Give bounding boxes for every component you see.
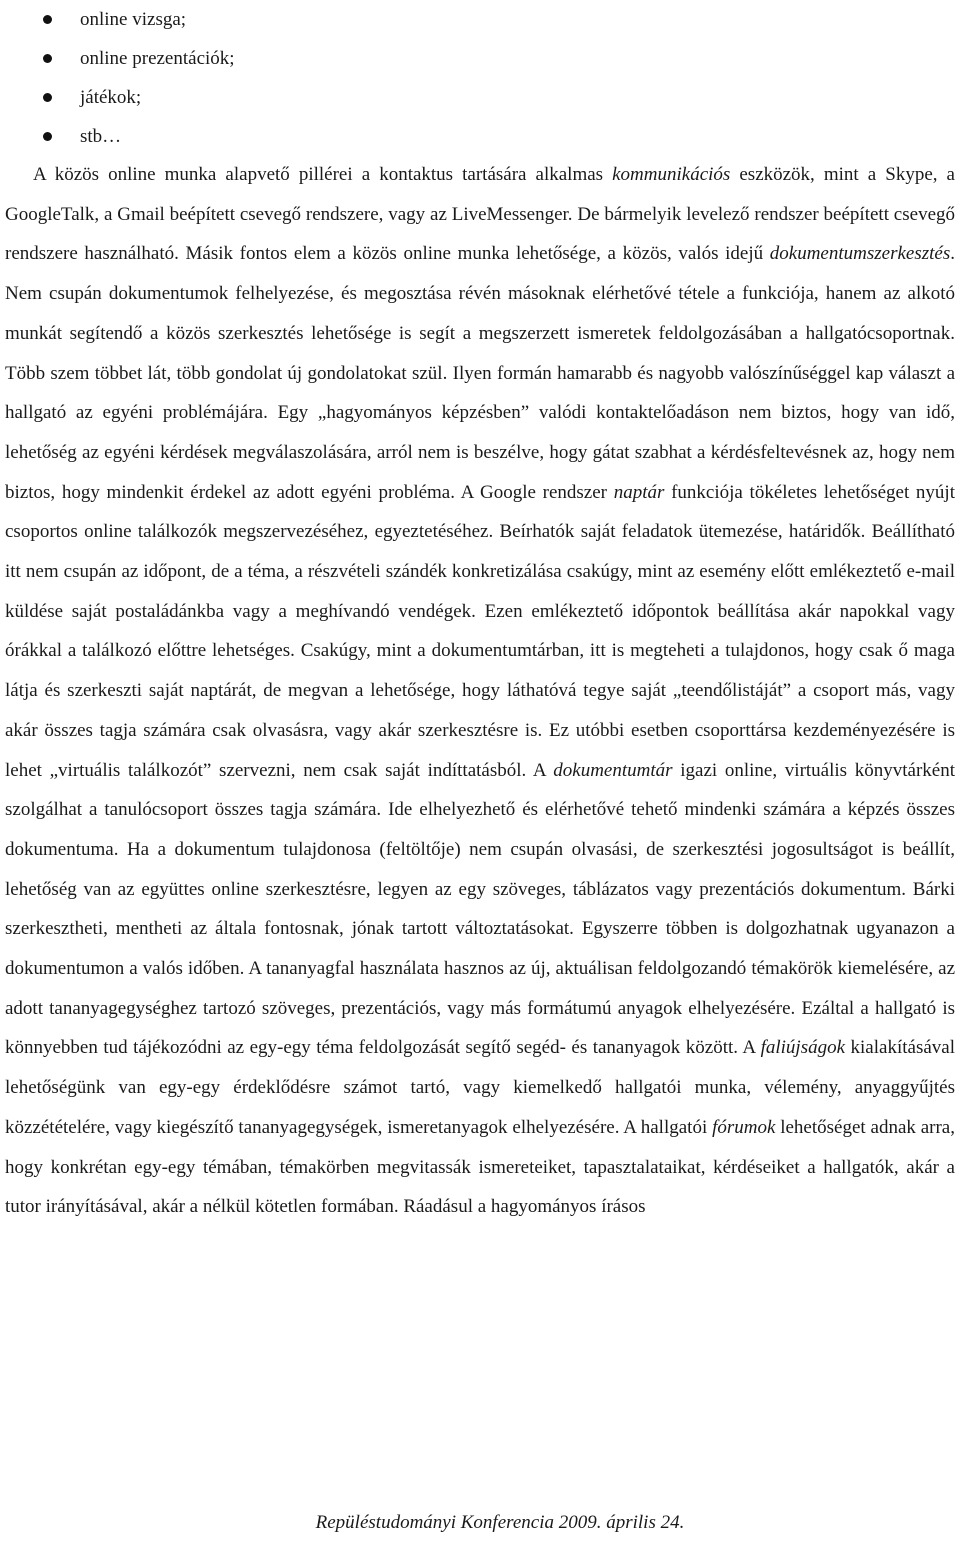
italic-term: faliújságok <box>760 1037 846 1059</box>
bullet-icon <box>43 132 52 141</box>
bullet-icon <box>43 54 52 63</box>
list-item-text: online vizsga; <box>80 9 187 30</box>
text-run: A közös online munka alapvető pillérei a kontaktus tartására alkalmas <box>33 164 613 185</box>
text-run: funkciója tökéletes lehetőséget nyújt csoportos online találkozók megszervezéséhez, egyeztetéséhez. Beírhatók saját feladatok ütemezése, határidők. Beállítható itt nem csupán az időpont, de a téma, a részvételi szándék konkretizálása csakúgy, mint az esemény előtt emlékeztető e-mail küldése saját postaládánkba vagy a meghívandó vendégek. Ezen emlékeztető időpontok beállítása akár napokkal vagy órákkal a találkozó előttre lehetséges. Csakúgy, mint a dokumentumtárban, itt is megteheti a tulajdonos, hogy csak ő maga látja és szerkeszti saját naptárát, de megvan a lehetősége, hogy láthatóvá tegye saját „teendőlistáját” a csoport más, vagy akár összes tagja számára csak olvasásra, vagy akár szerkesztésre is. Ez utóbbi esetben csoporttársa kezdeményezésére is lehet „virtuális találkozót” szervezni, nem csak saját indíttatásból. A <box>5 481 955 781</box>
text-run: lehetőséget adnak arra, hogy konkrétan egy-egy témában, témakörben megvitassák ismereteiket, tapasztalataikat, kérdéseiket a hallgatók, akár a tutor irányításával, akár a nélkül kötetlen formában. Ráadásul a hagyományos írásos <box>5 1116 955 1218</box>
bullet-icon <box>43 93 52 102</box>
bullet-list <box>0 0 960 156</box>
bullet-icon <box>43 15 52 24</box>
page-footer: Repüléstudományi Konferencia 2009. április 24. <box>315 1512 685 1533</box>
italic-term: dokumentumtár <box>553 759 673 781</box>
text-run: kialakításával lehetőségünk van egy-egy érdeklődésre számot tartó, vagy kiemelkedő hallgatói munka, vélemény, anyaggyűjtés közzétételére, vagy kiegészítő tananyagegységek, ismeretanyagok elhelyezésére. A hallgatói <box>5 1037 955 1138</box>
list-item <box>0 78 960 117</box>
text-run: eszközök, mint a Skype, a GoogleTalk, a Gmail beépített csevegő rendszere, vagy az LiveMessenger. De bármelyik levelező rendszer beépített csevegő rendszere használható. Másik fontos elem a közös online munka lehetősége, a közös, valós idejű <box>5 164 955 265</box>
italic-term: dokumentumszerkesztés <box>769 243 951 265</box>
list-item-text: stb… <box>80 126 122 147</box>
list-item <box>0 117 960 156</box>
italic-term: kommunikációs <box>612 164 731 185</box>
list-item <box>0 39 960 78</box>
list-item-text: online prezentációk; <box>80 48 235 69</box>
list-item <box>0 0 960 39</box>
body-paragraph <box>5 155 955 1227</box>
italic-term: naptár <box>613 481 665 503</box>
text-run: igazi online, virtuális könyvtárként szolgálhat a tanulócsoport összes tagja számára. Ide elhelyezhető és elérhetővé tehető mindenki számára a képzés összes dokumentuma. Ha a dokumentum tulajdonosa (feltöltője) nem csupán olvasási, de szerkesztési jogosultságot is beállít, lehetőség van az együttes online szerkesztésre, legyen az egy szöveges, táblázatos vagy prezentációs dokumentum. Bárki szerkesztheti, mentheti az általa fontosnak, jónak tartott változtatásokat. Egyszerre többen is dolgozhatnak ugyanazon a dokumentumon a valós időben. A tananyagfal használata hasznos az új, aktuálisan feldolgozandó témakörök kiemelésére, az adott tananyagegységhez tartozó szöveges, prezentációs, vagy más formátumú anyagok elhelyezésére. Ezáltal a hallgató is könnyebben tud tájékozódni az egy-egy téma feldolgozását segítő segéd- és tananyagok között. A <box>5 759 955 1059</box>
text-run: . Nem csupán dokumentumok felhelyezése, és megosztása révén másoknak elérhetővé tétele a funkciója, hanem az alkotó munkát segítendő a közös szerkesztés lehetősége is segít a megszerzett ismeretek feldolgozásában a hallgatócsoportnak. Több szem többet lát, több gondolat új gondolatokat szül. Ilyen formán hamarabb és nagyobb valószínűséggel kap választ a hallgató az egyéni problémájára. Egy „hagyományos képzésben” valódi kontaktelőadáson nem biztos, hogy van idő, lehetőség az egyéni kérdések megválaszolására, arról nem is beszélve, hogy gátat szabhat a kérdésfeltevésnek az, hogy nem biztos, hogy mindenkit érdekel az adott egyéni probléma. A Google rendszer <box>5 243 955 503</box>
italic-term: fórumok <box>712 1116 776 1138</box>
list-item-text: játékok; <box>80 87 142 108</box>
